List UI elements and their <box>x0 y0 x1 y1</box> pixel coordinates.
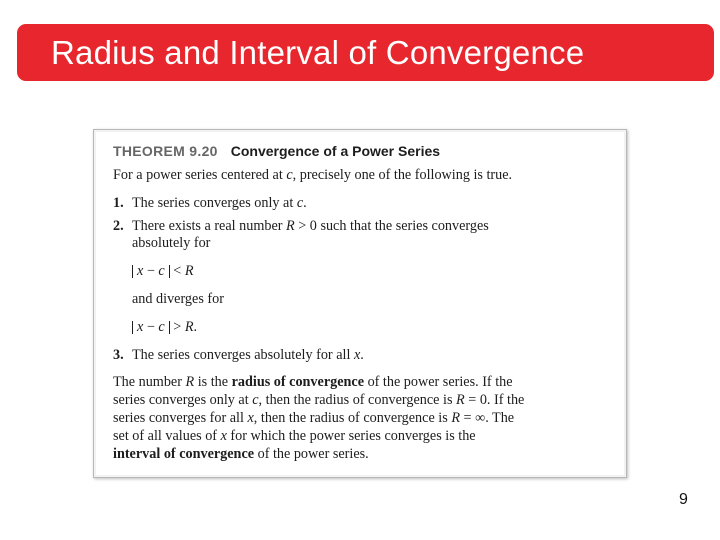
page-number: 9 <box>679 491 688 508</box>
conclusion-line-3: series converges for all x, then the radius of convergence is R = ∞. The <box>113 410 515 426</box>
conclusion-line-5: interval of convergence of the power series. <box>113 446 369 462</box>
theorem-name: Convergence of a Power Series <box>230 143 441 159</box>
item-number: 3. <box>113 347 124 363</box>
theorem-item-2-cont: absolutely for <box>132 235 211 251</box>
theorem-label: THEOREM 9.20 <box>113 143 218 159</box>
condition-diverges: x − c > R. <box>132 319 197 335</box>
slide-title-bar <box>17 24 714 81</box>
theorem-item-2: 2. There exists a real number R > 0 such that the series converges <box>113 218 489 234</box>
theorem-intro: For a power series centered at c, precisely one of the following is true. <box>113 167 513 183</box>
item-number: 2. <box>113 218 124 234</box>
conclusion-line-1: The number R is the radius of convergence of the power series. If the <box>113 374 513 390</box>
theorem-box <box>93 129 627 478</box>
conclusion-line-2: series converges only at c, then the radius of convergence is R = 0. If the <box>113 392 525 408</box>
theorem-item-1: 1. The series converges only at c. <box>113 195 307 211</box>
theorem-item-3: 3. The series converges absolutely for all x. <box>113 347 364 363</box>
item-number: 1. <box>113 195 124 211</box>
diverges-text: and diverges for <box>132 291 224 307</box>
theorem-heading <box>113 143 440 159</box>
condition-converges: x − c < R <box>132 263 194 279</box>
conclusion-line-4: set of all values of x for which the power series converges is the <box>113 428 476 444</box>
slide-title: Radius and Interval of Convergence <box>51 34 585 71</box>
